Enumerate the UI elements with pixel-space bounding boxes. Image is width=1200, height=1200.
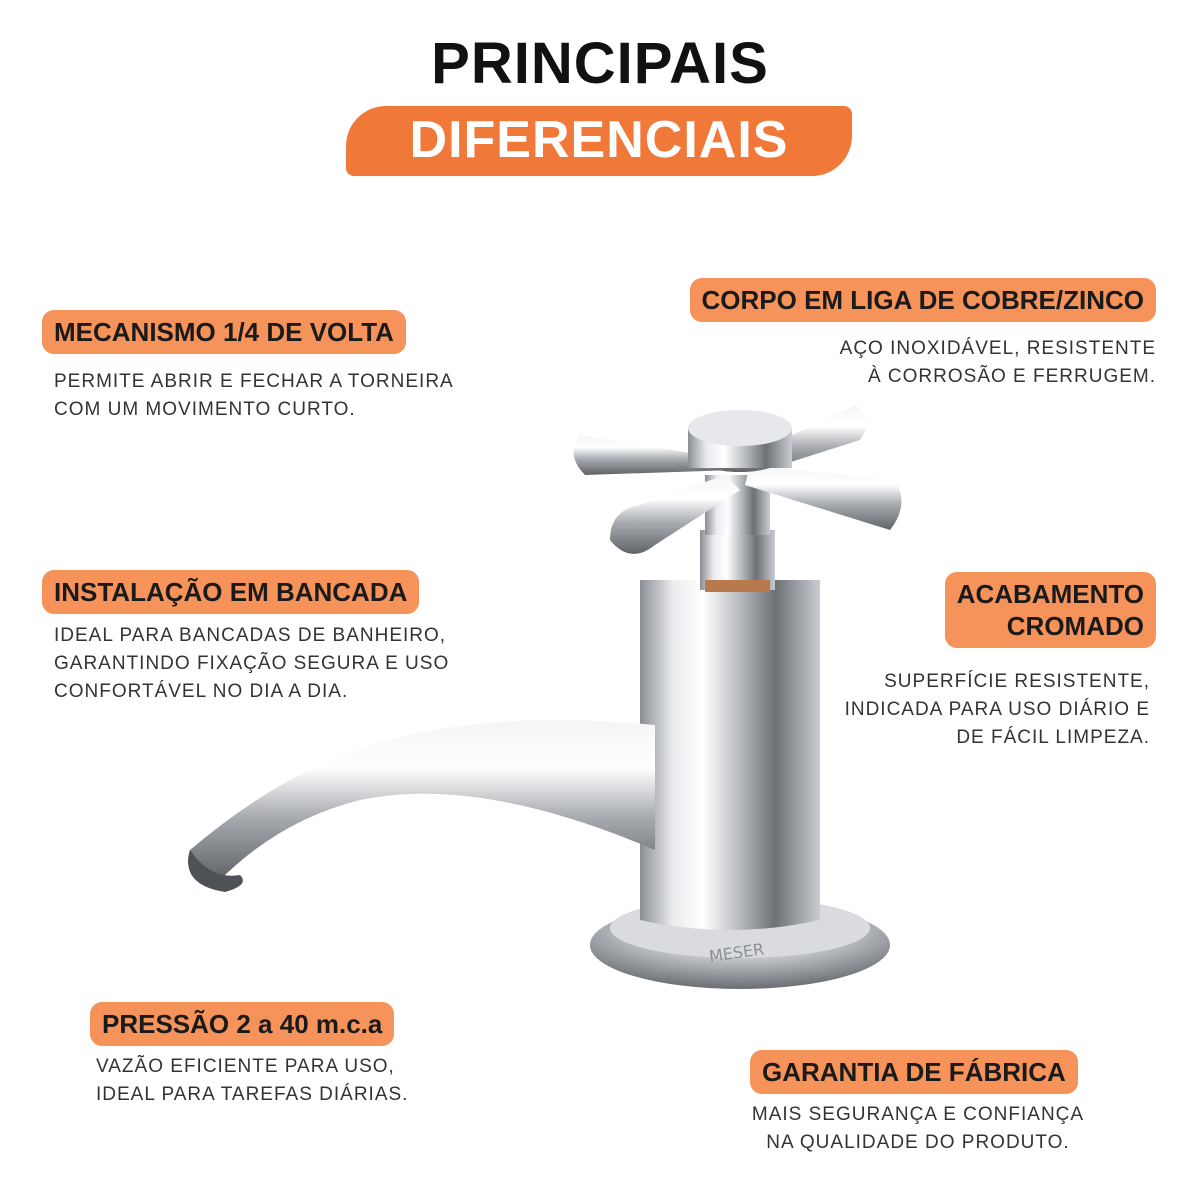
- desc-line: VAZÃO EFICIENTE PARA USO,: [96, 1056, 395, 1077]
- feature-pressao-desc: [96, 1053, 408, 1109]
- feature-mecanismo-desc: [54, 368, 454, 424]
- feature-garantia-title: GARANTIA DE FÁBRICA: [750, 1050, 1078, 1094]
- feature-acabamento-desc: [845, 668, 1150, 752]
- desc-line: GARANTINDO FIXAÇÃO SEGURA E USO: [54, 653, 450, 674]
- feature-acabamento-title: [945, 572, 1156, 648]
- desc-line: NA QUALIDADE DO PRODUTO.: [766, 1132, 1070, 1153]
- feature-corpo-desc: [840, 335, 1156, 391]
- page-subtitle: DIFERENCIAIS: [409, 111, 789, 169]
- desc-line: INDICADA PARA USO DIÁRIO E: [844, 699, 1150, 720]
- desc-line: AÇO INOXIDÁVEL, RESISTENTE: [839, 338, 1156, 359]
- faucet-body: [640, 580, 820, 930]
- feature-mecanismo-title: MECANISMO 1/4 DE VOLTA: [42, 310, 406, 354]
- desc-line: SUPERFÍCIE RESISTENTE,: [884, 671, 1150, 692]
- title-line: CROMADO: [1006, 611, 1144, 641]
- desc-line: DE FÁCIL LIMPEZA.: [956, 727, 1150, 748]
- desc-line: À CORROSÃO E FERRUGEM.: [867, 366, 1156, 387]
- page-title: PRINCIPAIS: [431, 31, 769, 96]
- feature-instalacao-title: INSTALAÇÃO EM BANCADA: [42, 570, 419, 614]
- title-line: ACABAMENTO: [956, 579, 1144, 609]
- desc-line: IDEAL PARA TAREFAS DIÁRIAS.: [96, 1084, 409, 1105]
- desc-line: PERMITE ABRIR E FECHAR A TORNEIRA: [54, 371, 454, 392]
- desc-line: IDEAL PARA BANCADAS DE BANHEIRO,: [54, 625, 447, 646]
- desc-line: COM UM MOVIMENTO CURTO.: [54, 399, 356, 420]
- feature-pressao-title: PRESSÃO 2 a 40 m.c.a: [90, 1002, 394, 1046]
- feature-corpo-title: CORPO EM LIGA DE COBRE/ZINCO: [690, 278, 1157, 322]
- desc-line: CONFORTÁVEL NO DIA A DIA.: [54, 681, 349, 702]
- feature-garantia-desc: [718, 1101, 1118, 1157]
- feature-instalacao-desc: [54, 622, 449, 706]
- desc-line: MAIS SEGURANÇA E CONFIANÇA: [751, 1104, 1085, 1125]
- faucet-spout: [188, 720, 655, 880]
- brand-engraving: MESER: [707, 939, 766, 966]
